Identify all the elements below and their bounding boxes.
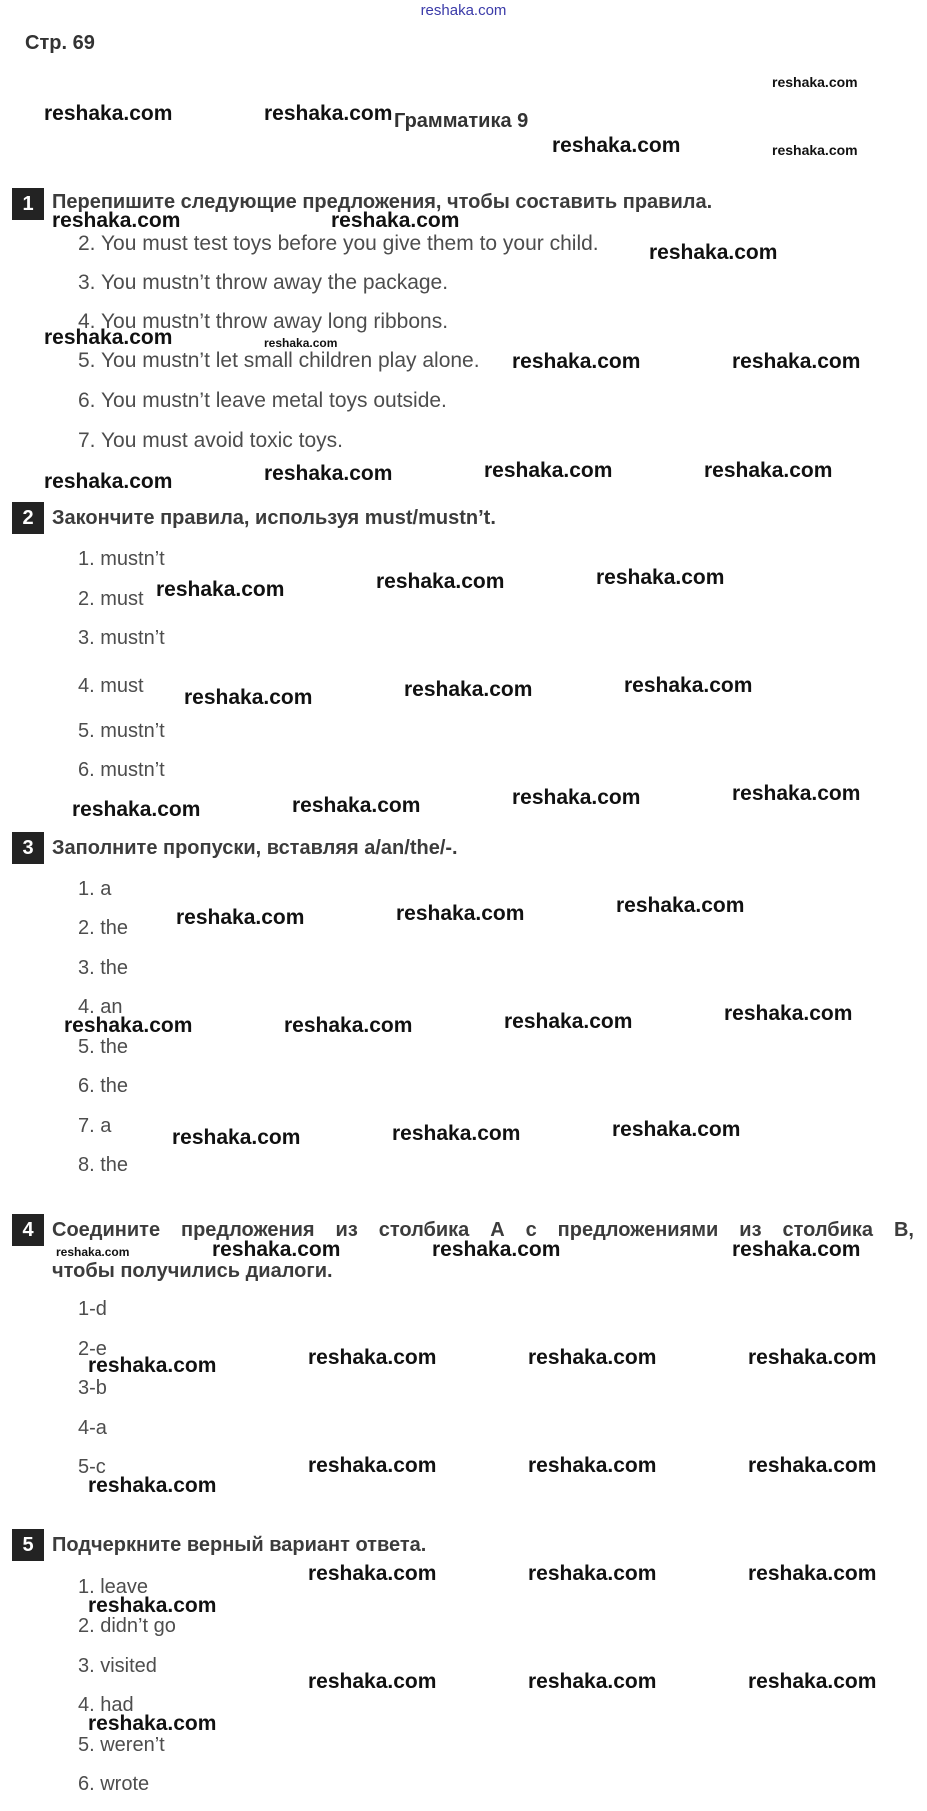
exercise-3-answer: 4. an xyxy=(78,996,123,1018)
watermark: reshaka.com xyxy=(732,350,861,373)
watermark: reshaka.com xyxy=(612,1118,741,1141)
watermark: reshaka.com xyxy=(748,1454,877,1477)
exercise-5-number: 5 xyxy=(12,1529,44,1561)
exercise-3-answer: 2. the xyxy=(78,917,129,939)
watermark: reshaka.com xyxy=(512,786,641,809)
watermark: reshaka.com xyxy=(512,350,641,373)
exercise-5-answer: 3. visited xyxy=(78,1655,157,1677)
watermark: reshaka.com xyxy=(331,209,460,232)
exercise-1-answer: 6. You mustn’t leave metal toys outside. xyxy=(78,389,447,412)
watermark: reshaka.com xyxy=(88,1594,217,1617)
watermark: reshaka.com xyxy=(44,470,173,493)
exercise-1-title: Перепишите следующие предложения, чтобы составить правила. xyxy=(52,191,713,213)
watermark: reshaka.com xyxy=(704,459,833,482)
exercise-4-answer: 3-b xyxy=(78,1377,107,1399)
watermark: reshaka.com xyxy=(396,902,525,925)
exercise-3-answer: 6. the xyxy=(78,1075,129,1097)
watermark: reshaka.com xyxy=(732,782,861,805)
exercise-4-answer: 5-c xyxy=(78,1456,106,1478)
watermark: reshaka.com xyxy=(748,1670,877,1693)
watermark: reshaka.com xyxy=(72,798,201,821)
watermark: reshaka.com xyxy=(528,1346,657,1369)
watermark: reshaka.com xyxy=(176,906,305,929)
watermark: reshaka.com xyxy=(284,1014,413,1037)
watermark: reshaka.com xyxy=(432,1238,561,1261)
exercise-3-title: Заполните пропуски, вставляя a/an/the/-. xyxy=(52,837,458,859)
exercise-3-answer: 8. the xyxy=(78,1154,129,1176)
watermark: reshaka.com xyxy=(504,1010,633,1033)
exercise-2-answer: 4. must xyxy=(78,675,144,697)
watermark: reshaka.com xyxy=(748,1346,877,1369)
exercise-4-answer: 1-d xyxy=(78,1298,107,1320)
watermark: reshaka.com xyxy=(264,462,393,485)
watermark: reshaka.com xyxy=(308,1670,437,1693)
watermark: reshaka.com xyxy=(264,102,393,125)
exercise-2-answer: 2. must xyxy=(78,588,144,610)
watermark: reshaka.com xyxy=(528,1670,657,1693)
watermark: reshaka.com xyxy=(376,570,505,593)
page-reference: Стр. 69 xyxy=(25,32,95,54)
watermark: reshaka.com xyxy=(724,1002,853,1025)
watermark: reshaka.com xyxy=(172,1126,301,1149)
exercise-5-answer: 2. didn’t go xyxy=(78,1615,176,1637)
watermark: reshaka.com xyxy=(88,1354,217,1377)
exercise-1-answer: 4. You mustn’t throw away long ribbons. xyxy=(78,310,449,333)
lesson-title: Грамматика 9 xyxy=(394,110,529,132)
exercise-4-answer: 4-a xyxy=(78,1417,107,1439)
exercise-5-answer: 4. had xyxy=(78,1694,134,1716)
exercise-1-answer: 3. You mustn’t throw away the package. xyxy=(78,271,449,294)
watermark: reshaka.com xyxy=(308,1454,437,1477)
watermark: reshaka.com xyxy=(748,1562,877,1585)
exercise-4-title-continued: чтобы получились диалоги. xyxy=(52,1260,333,1282)
watermark: reshaka.com xyxy=(596,566,725,589)
exercise-5-title: Подчеркните верный вариант ответа. xyxy=(52,1534,427,1556)
watermark: reshaka.com xyxy=(308,1562,437,1585)
watermark: reshaka.com xyxy=(156,578,285,601)
exercise-2-title: Закончите правила, используя must/mustn’t. xyxy=(52,507,496,529)
exercise-4-number: 4 xyxy=(12,1214,44,1246)
exercise-3-number: 3 xyxy=(12,832,44,864)
watermark: reshaka.com xyxy=(88,1474,217,1497)
watermark: reshaka.com xyxy=(772,142,858,158)
exercise-2-answer: 3. mustn’t xyxy=(78,627,165,649)
exercise-5-answer: 6. wrote xyxy=(78,1773,150,1795)
watermark: reshaka.com xyxy=(64,1014,193,1037)
exercise-5-answer: 1. leave xyxy=(78,1576,149,1598)
watermark: reshaka.com xyxy=(649,241,778,264)
watermark: reshaka.com xyxy=(184,686,313,709)
exercise-2-answer: 6. mustn’t xyxy=(78,759,165,781)
watermark: reshaka.com xyxy=(392,1122,521,1145)
watermark: reshaka.com xyxy=(528,1562,657,1585)
watermark: reshaka.com xyxy=(44,326,173,349)
watermark: reshaka.com xyxy=(732,1238,861,1261)
watermark: reshaka.com xyxy=(264,336,338,350)
exercise-4-title: Соедините предложения из столбика А с предложениями из столбика В, xyxy=(52,1219,914,1241)
watermark: reshaka.com xyxy=(404,678,533,701)
exercise-1-number: 1 xyxy=(12,188,44,220)
exercise-4-answer: 2-e xyxy=(78,1338,107,1360)
watermark: reshaka.com xyxy=(56,1245,130,1259)
watermark: reshaka.com xyxy=(212,1238,341,1261)
watermark: reshaka.com xyxy=(52,209,181,232)
exercise-2-answer: 5. mustn’t xyxy=(78,720,165,742)
exercise-5-answer: 5. weren’t xyxy=(78,1734,165,1756)
exercise-3-answer: 7. a xyxy=(78,1115,112,1137)
exercise-1-answer: 2. You must test toys before you give them to your child. xyxy=(78,232,599,255)
exercise-2-answer: 1. mustn’t xyxy=(78,548,165,570)
watermark: reshaka.com xyxy=(484,459,613,482)
exercise-1-answer: 5. You mustn’t let small children play alone. xyxy=(78,349,480,372)
exercise-1-answer: 7. You must avoid toxic toys. xyxy=(78,429,343,452)
exercise-3-answer: 3. the xyxy=(78,957,129,979)
watermark: reshaka.com xyxy=(528,1454,657,1477)
site-header-link[interactable]: reshaka.com xyxy=(420,2,507,19)
exercise-3-answer: 5. the xyxy=(78,1036,129,1058)
watermark: reshaka.com xyxy=(616,894,745,917)
watermark: reshaka.com xyxy=(44,102,173,125)
watermark: reshaka.com xyxy=(292,794,421,817)
watermark: reshaka.com xyxy=(308,1346,437,1369)
watermark: reshaka.com xyxy=(88,1712,217,1735)
watermark: reshaka.com xyxy=(624,674,753,697)
exercise-3-answer: 1. a xyxy=(78,878,112,900)
watermark: reshaka.com xyxy=(772,74,858,90)
watermark: reshaka.com xyxy=(552,134,681,157)
exercise-2-number: 2 xyxy=(12,502,44,534)
